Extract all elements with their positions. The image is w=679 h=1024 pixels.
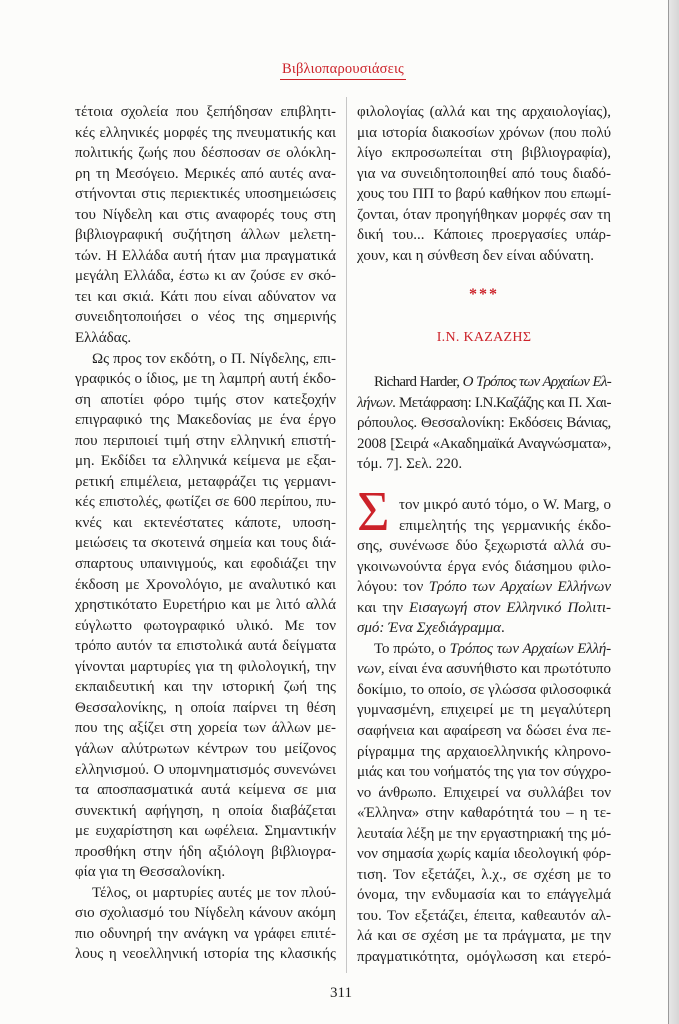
text-line: με ευχαρίστηση και ωφέλεια. Σημαντικήν [75, 823, 336, 840]
text-line: ρετική επιμέλεια, μεταφράζει τις γερμανι- [75, 473, 336, 490]
text-line: μιάς και του νοήματός της για τον σύγχρο- [357, 764, 611, 781]
left-column [75, 102, 336, 965]
text-line: ζονται, όταν προηγήθηκαν μορφές σαν τη [357, 206, 611, 223]
text-line: βιβλιογραφική συζήτηση άλλων μελετη- [75, 227, 336, 244]
text-line: τόμ. 7]. Σελ. 220. [357, 456, 463, 473]
text-line [357, 639, 611, 660]
text-line: γάλων αλύτρωτων κέντρων του μείζονος [75, 740, 336, 757]
text-line [357, 618, 611, 639]
text-line: χρηστικότατο Ευρετήριο και με λιτό αλλά [75, 597, 336, 614]
text-line: επιγραφικό της Μακεδονίας με ένα έργο [75, 412, 336, 429]
italic-title: Ο Τρόπος των Αρχαίων Ελ- [462, 374, 611, 390]
text-line: νο άνθρωπο. Επιχειρεί να συλλάβει τον [357, 784, 611, 801]
italic-title: Τρόπο των Αρχαίων Ελλήνων [428, 579, 611, 596]
drop-cap: Σ [357, 481, 390, 543]
text-line [357, 577, 611, 598]
text-line: τει και σκιά. Κάτι που είναι αδύνατον να [75, 288, 336, 305]
text-run: . Μετάφραση: Ι.Ν.Καζάζης και Π. Χαι- [392, 394, 611, 411]
text-line: μια ιστορία διακοσίων χρόνων (που πολύ [357, 124, 611, 141]
text-line: λίγο εκπροσωπείται στη βιβλιογραφία), [357, 145, 611, 162]
text-line: σης, συνένωσε δύο ξεχωριστά αλλά συ- [357, 538, 611, 555]
text-line: του Νίγδελη και στις αναφορές τους στη [75, 206, 336, 223]
text-line: τον μικρό αυτό τόμο, ο W. Marg, ο [399, 497, 611, 513]
text-line: ρίγραμμα της αρχαιοελληνικής κληρονο- [357, 743, 611, 760]
section-separator: *** [469, 286, 499, 303]
text-line: σιο σχολιασμό του Νίγδελη κάνουν ακόμη [75, 905, 336, 922]
text-line: νον σημασία χωρίς καμία ιδεολογική φόρ- [357, 846, 611, 863]
text-line: λευταία λέξη με την εργαστηριακή της μό- [357, 825, 611, 842]
paragraph [75, 883, 336, 965]
text-line: πιο οδυνηρή την ανάγκη να γράφει επιτέ- [75, 925, 336, 942]
paragraph [75, 102, 336, 349]
text-run: Το πρώτο, ο [374, 640, 450, 657]
text-line: επιμελητής της γερμανικής έκδο- [399, 517, 611, 534]
text-line: τιση. Τον εξετάζει, λ.χ., σε σχέση με το [357, 866, 611, 883]
text-line: μεγάλη Ελλάδα, έστω κι αν ζούσε εν σκό- [75, 268, 336, 285]
text-line: για να συνειδητοποιηθεί από τους διαδό- [357, 165, 611, 182]
paragraph [357, 102, 611, 266]
text-line: Ελλάδας. [75, 330, 132, 347]
text-line: φία για τη Θεσσαλονίκη. [75, 864, 226, 881]
text-line: στήνονται στις περιεκτικές υποσημειώσεις [75, 186, 336, 203]
text-line: εκπαιδευτική και την ιστορική ζωή της [75, 679, 336, 696]
section-title: Βιβλιοπαρουσιάσεις [280, 60, 406, 80]
text-run: λόγου: τον [357, 579, 429, 596]
text-line: ελληνισμού. Ο υπομνηματισμός συνενώνει [75, 761, 336, 778]
column-divider [346, 97, 347, 973]
text-line [357, 659, 611, 680]
page-number: 311 [330, 985, 352, 1001]
text-line: συνειδητοποιήσει ο νέος της σημερινής [75, 309, 336, 326]
text-run: Richard Harder, [374, 374, 463, 390]
text-line [357, 372, 611, 393]
text-line: πραγματικότητα, ομόγλωσση και ετερό- [357, 949, 611, 966]
text-run: , είναι ένα ασυνήθιστο και πρωτότυπο [380, 661, 611, 678]
text-line: δοκίμιο, το οποίο, σε γλώσσα φιλοσοφικά [357, 681, 611, 698]
text-line: γίνονται μαρτυρίες για τη φιλολογική, την [75, 658, 336, 675]
text-line: προσθήκη στην ήδη αξιόλογη βιβλιογρα- [75, 843, 336, 860]
text-line: μειώσεις τα σκοτεινά σημεία και τους διά- [75, 535, 336, 552]
text-line: χουν, και η σύνθεση δεν είναι αδύνατη. [357, 247, 594, 264]
italic-title: Εισαγωγή στον Ελληνικό Πολιτι- [408, 599, 612, 616]
paragraph [357, 495, 611, 639]
text-line: έκδοση με Χρονολόγιο, με αναλυτικό και [75, 576, 336, 593]
text-line: σπαρτους υπαινιγμούς, και εφοδιάζει την [75, 556, 336, 573]
paragraph [75, 349, 336, 883]
text-line: τέτοια σχολεία που ξεπήδησαν επιβλητι- [75, 104, 336, 120]
text-line: τρόπο αυτόν τα επιστολικά αυτά δείγματα [75, 638, 336, 655]
text-line: λους η νεοελληνική ιστορία της κλασικής [75, 946, 336, 963]
text-line: χους του ΠΠ το βαρύ καθήκον που επωμί- [357, 186, 611, 203]
text-line: που της αξίζει στη χορεία των άλλων με- [75, 720, 336, 737]
text-line: πολιτικής ζωής που δέσποσαν σε ολόκλη- [75, 145, 336, 162]
text-line: 2008 [Σειρά «Ακαδημαϊκά Αναγνώσματα», [357, 435, 611, 452]
text-line: Τέλος, οι μαρτυρίες αυτές με τον πλού- [92, 884, 336, 901]
italic-title: νων [357, 661, 381, 678]
text-line: κνές και εκτενέστατες κάποτε, υποση- [75, 514, 336, 531]
text-run: και την [357, 599, 409, 616]
page-number-wrap [0, 983, 679, 1003]
text-line: γραφικός ο ίδιος, με τη λαμπρή αυτή έκδο- [75, 371, 336, 388]
text-line: που περιποιεί τιμή στην ελληνική επιστή- [75, 432, 336, 449]
text-line: γκοινωνούντα έργα ενός διάσημου φιλο- [357, 558, 611, 575]
running-head [0, 60, 679, 80]
text-line: λά και σε σχέση με τα πράγματα, με την [357, 928, 611, 945]
scan-edge [668, 0, 679, 1024]
paragraph [357, 372, 611, 475]
italic-title: Τρόπος των Αρχαίων Ελλή- [449, 640, 611, 657]
italic-title: λήνων [357, 394, 393, 411]
text-line: ρη τη Μεσόγειο. Μερικές από αυτές ανα- [75, 165, 336, 182]
text-line: φιλολογίας (αλλά και της αρχαιολογίας), [357, 104, 611, 120]
text-line: συνεκτική αφήγηση, η οποία διαβάζεται [75, 802, 336, 819]
text-line: τα αποσπασματικά αυτά κείμενα σε μια [75, 782, 336, 799]
text-line: Ως προς τον εκδότη, ο Π. Νίγδελης, επι- [92, 350, 336, 367]
text-line: κές επιστολές, φωτίζει σε 600 περίπου, πυ- [75, 494, 336, 511]
right-column [357, 102, 611, 266]
text-line: ρόπουλος. Θεσσαλονίκη: Εκδόσεις Βάνιας, [357, 415, 611, 432]
review-body [357, 481, 612, 968]
italic-title: σμό: Ένα Σχεδιάγραμμα [357, 620, 501, 637]
text-line: γυμνασμένη, επιχειρεί με τη μεγαλύτερη [357, 702, 611, 719]
text-run: . [501, 620, 505, 637]
paragraph [357, 639, 611, 968]
text-line: μη. Εκδίδει τα ελληνικά κείμενα με εξαι- [75, 453, 336, 470]
reviewer-name: Ι.Ν. ΚΑΖΑΖΗΣ [436, 330, 532, 345]
text-line: κές ελληνικές μορφές της πνευματικής και [75, 124, 336, 141]
text-line [357, 598, 611, 619]
text-line: του. Τον εξετάζει, έπειτα, καθεαυτόν αλ- [357, 907, 611, 924]
text-line: εύγλωττο φωτογραφικό υλικό. Με τον [75, 617, 336, 634]
text-line: δική του... Κάποιες προεργασίες υπάρ- [357, 227, 611, 244]
text-line: σαφήνεια και αφαίρεση να δώσει ένα πε- [357, 723, 611, 740]
text-line: «Έλληνα» στην καθαρότητά του – η τε- [357, 805, 611, 822]
text-line [357, 393, 611, 414]
text-line: τών. Η Ελλάδα αυτή ήταν μια πραγματικά [75, 247, 336, 264]
text-line: ση αποτίει φόρο τιμής στον κατεξοχήν [75, 391, 336, 408]
text-line: όνομα, την ενδυμασία και το επάγγελμά [357, 887, 611, 904]
text-line: Θεσσαλονίκης, η οποία παίρνει τη θέση [75, 699, 336, 716]
book-citation [357, 372, 611, 475]
